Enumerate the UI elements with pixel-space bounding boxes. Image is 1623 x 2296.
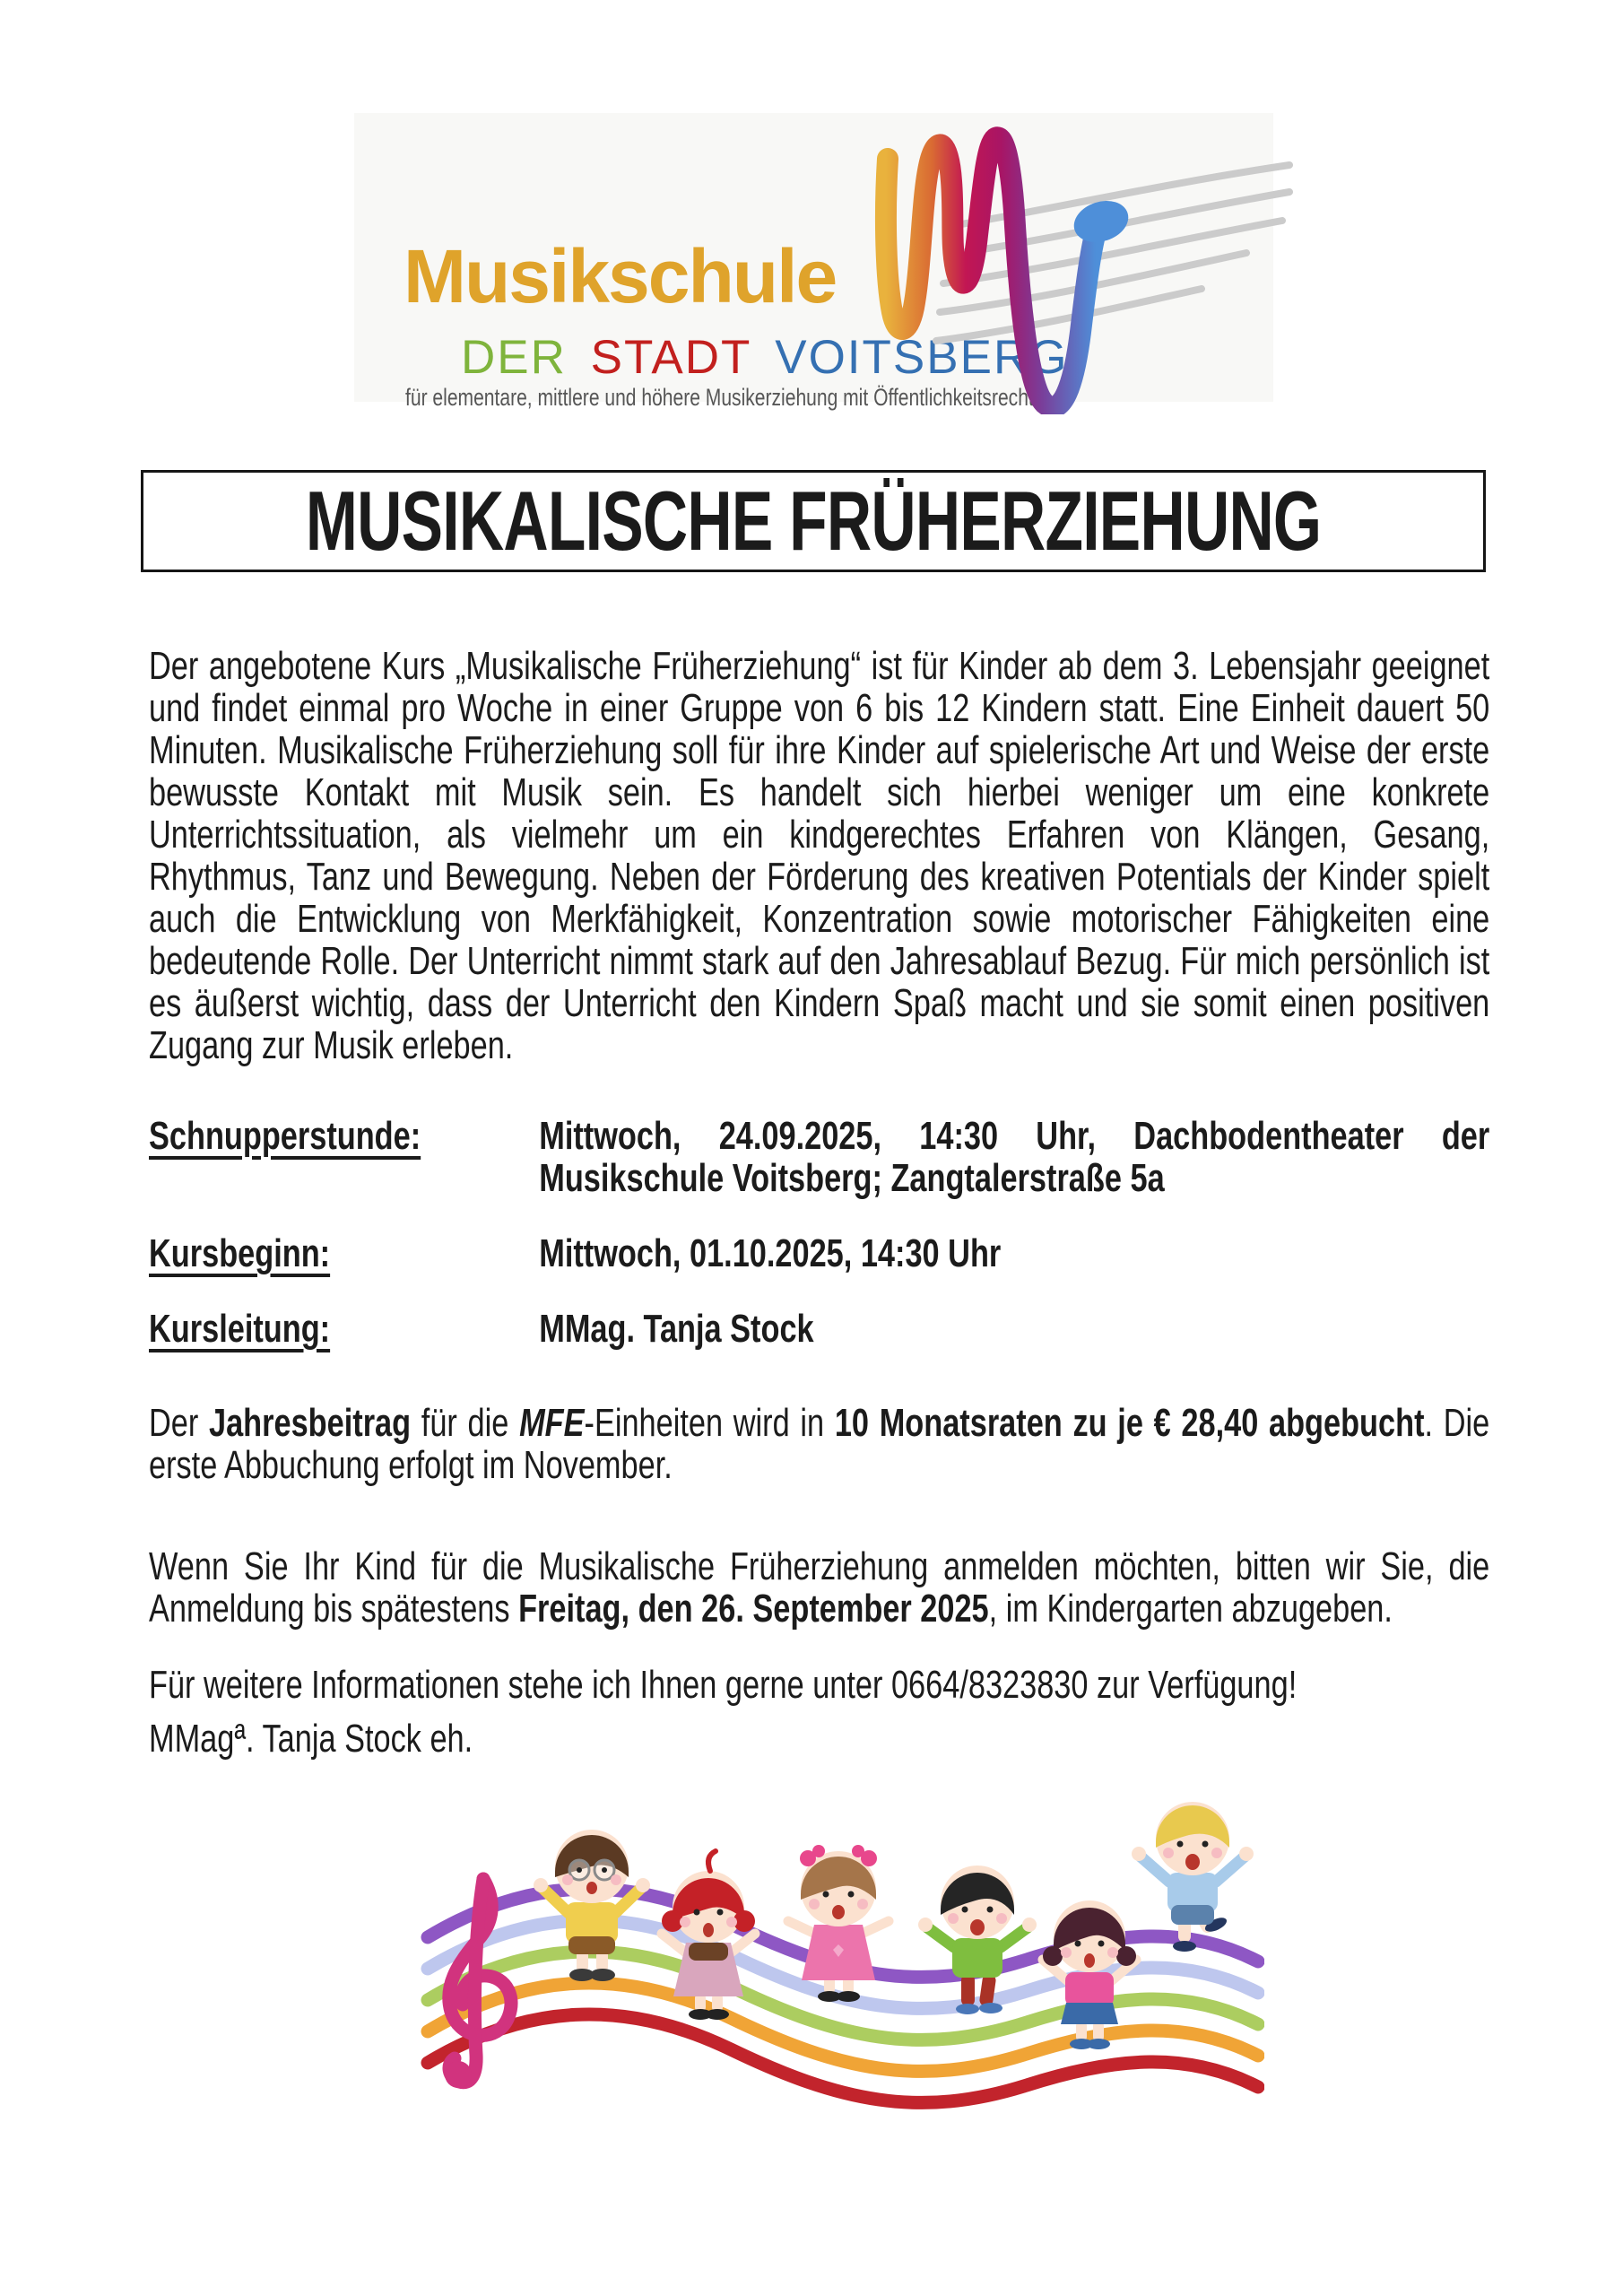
registration-deadline: Freitag, den 26. September 2025 [518, 1587, 989, 1631]
child-figure [1132, 1802, 1254, 1952]
detail-value: MMag. Tanja Stock [539, 1307, 814, 1351]
registration-text: Wenn Sie Ihr Kind für die Musikalische Früherziehung anmelden möchten, bitten wir Sie, die Anmeldung bis spätestens [149, 1544, 1490, 1631]
treble-clef-icon [445, 1879, 511, 2088]
logo-subtitle-der: DER [461, 331, 567, 384]
detail-row-kursleitung [149, 1308, 1489, 1350]
fee-paragraph [149, 1402, 1489, 1486]
music-note-logo-icon [861, 118, 1293, 414]
signature-line: MMagª. Tanja Stock eh. [149, 1717, 473, 1761]
children-illustration [417, 1789, 1264, 2121]
detail-row-schnupperstunde [149, 1115, 1489, 1199]
page-title: MUSIKALISCHE FRÜHERZIEHUNG [305, 474, 1322, 568]
fee-text: für die [411, 1401, 520, 1445]
detail-value: Mittwoch, 24.09.2025, 14:30 Uhr, Dachbodentheater der Musikschule Voitsberg; Zangtalerstraße 5a [539, 1114, 1490, 1200]
fee-text: -Einheiten wird in [584, 1401, 835, 1445]
logo [395, 113, 1300, 418]
intro-paragraph: Der angebotene Kurs „Musikalische Früherziehung“ ist für Kinder ab dem 3. Lebensjahr geeignet und findet einmal pro Woche in einer Gruppe von 6 bis 12 Kindern statt. Eine Einheit dauert 50 Minuten. Musikalische Früherziehung soll für ihre Kinder auf spielerische Art und Weise der erste bewusste Kontakt mit Musik sein. Es handelt sich hierbei weniger um eine konkrete Unterrichtssituation, als vielmehr um ein kindgerechtes Erfahren von Klängen, Gesang, Rhythmus, Tanz und Bewegung. Neben der Förderung des kreativen Potentials der Kinder spielt auch die Entwicklung von Merkfähigkeit, Konzentration sowie motorischer Fähigkeiten eine bedeutende Rolle. Der Unterricht nimmt stark auf den Jahresablauf Bezug. Für mich persönlich ist es äußerst wichtig, dass der Unterricht den Kindern Spaß macht und sie somit einen positiven Zugang zur Musik erleben. [149, 644, 1490, 1067]
fee-bold: Jahresbeitrag [209, 1401, 412, 1445]
contact-block [149, 1664, 1489, 1760]
title-banner [141, 470, 1486, 572]
logo-subtitle-voitsberg: VOITSBERG [775, 331, 1069, 384]
child-figure [788, 1845, 889, 2002]
detail-value: Mittwoch, 01.10.2025, 14:30 Uhr [539, 1231, 1002, 1275]
logo-tagline: für elementare, mittlere und höhere Musikerziehung mit Öffentlichkeitsrecht [405, 384, 1034, 411]
detail-row-kursbeginn [149, 1232, 1489, 1274]
registration-paragraph [149, 1545, 1489, 1630]
detail-label: Kursbeginn: [149, 1231, 331, 1275]
contact-info-line: Für weitere Informationen stehe ich Ihnen gerne unter 0664/8323830 zur Verfügung! [149, 1663, 1298, 1707]
detail-label: Kursleitung: [149, 1307, 331, 1351]
detail-label: Schnupperstunde: [149, 1114, 421, 1158]
logo-zigzag-stroke [886, 137, 1096, 407]
fee-text: Der [149, 1401, 210, 1445]
fee-text: . Die erste Abbuchung erfolgt im November. [149, 1401, 1490, 1487]
logo-subtitle-stadt: STADT [590, 331, 751, 384]
logo-school-name: Musikschule [404, 234, 837, 318]
registration-text: , im Kindergarten abzugeben. [988, 1587, 1393, 1631]
fee-mfe: MFE [519, 1401, 585, 1445]
fee-amount: 10 Monatsraten zu je € 28,40 abgebucht [834, 1401, 1425, 1445]
course-details [149, 1115, 1489, 1350]
